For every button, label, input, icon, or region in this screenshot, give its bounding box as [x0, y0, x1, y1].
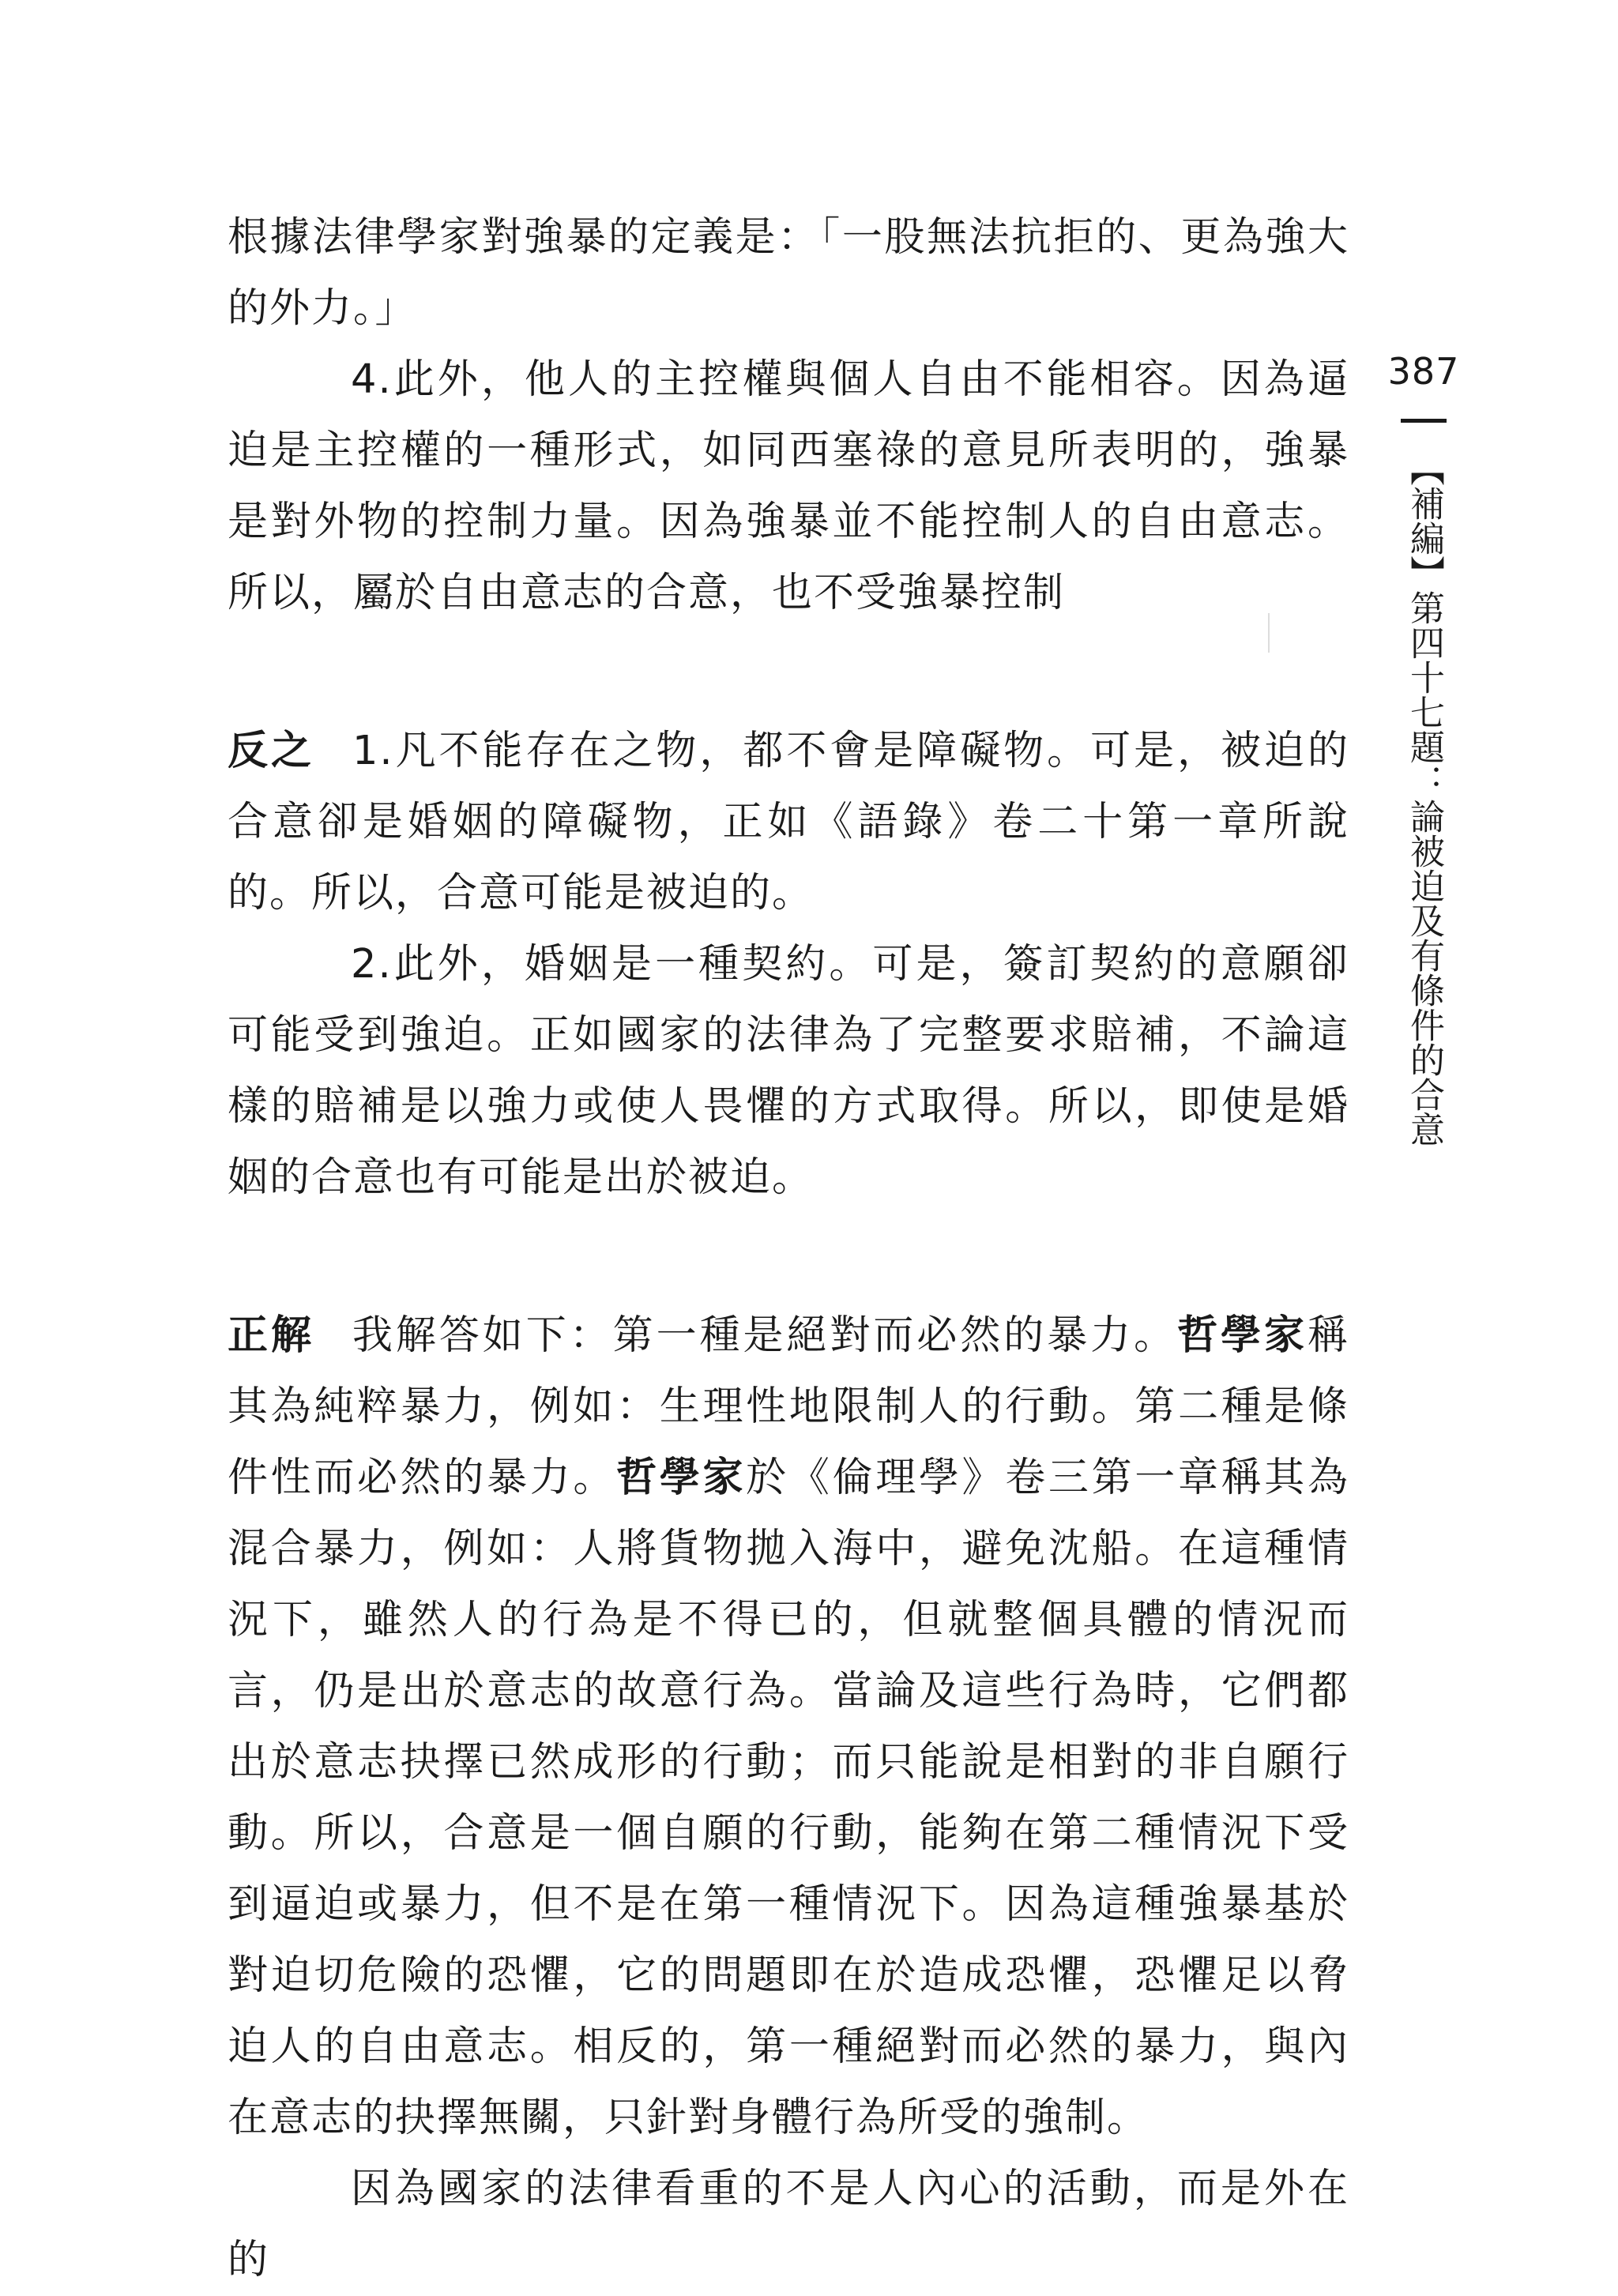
- response-bold-philosopher-1: 哲學家: [1177, 1312, 1308, 1359]
- section-label-sed-contra: 反之: [228, 728, 314, 774]
- paragraph-sed-contra-2: 2.此外，婚姻是一種契約。可是，簽訂契約的意願卻可能受到強迫。正如國家的法律為了完整要求賠補，不論這樣的賠補是以強力或使人畏懼的方式取得。所以，即使是婚姻的合意也有可能是出於被迫。: [228, 941, 1349, 1201]
- margin-header: [1384, 348, 1463, 1146]
- response-bold-philosopher-2: 哲學家: [616, 1455, 747, 1501]
- running-title: 【補編】第四十七題：論被迫及有條件的合意: [1404, 451, 1444, 1146]
- paragraph-state-law: 因為國家的法律看重的不是人內心的活動，而是外在的: [228, 2166, 1349, 2283]
- response-text-1: 我解答如下：第一種是絕對而必然的暴力。: [352, 1312, 1178, 1359]
- response-text-2: 稱其為純粹暴力，例如：生理性地限制人的行動。第二種是條件性而必然的暴力。: [228, 1312, 1349, 1501]
- page-number: 387: [1387, 350, 1460, 393]
- paragraph-definition: 根據法律學家對強暴的定義是：「一股無法抗拒的、更為強大的外力。」: [228, 214, 1349, 332]
- paragraph-response: [228, 1300, 1349, 2154]
- section-label-response: 正解: [228, 1312, 314, 1359]
- response-text-3: 於《倫理學》卷三第一章稱其為混合暴力，例如：人將貨物拋入海中，避免沈船。在這種情況下，雖然人的行為是不得已的，但就整個具體的情況而言，仍是出於意志的故意行為。當論及這些行為時，它們都出於意志抉擇已然成形的行動；而只能說是相對的非自願行動。所以，合意是一個自願的行動，能夠在第二種情況下受到逼迫或暴力，但不是在第一種情況下。因為這種強暴基於對迫切危險的恐懼，它的問題即在於造成恐懼，恐懼足以脅迫人的自由意志。相反的，第一種絕對而必然的暴力，與內在意志的抉擇無關，只針對身體行為所受的強制。: [228, 1455, 1349, 2141]
- paragraph-sed-contra-1: [228, 716, 1349, 929]
- paragraph-objection-4: 4.此外，他人的主控權與個人自由不能相容。因為逼迫是主控權的一種形式，如同西塞祿的意見所表明的，強暴是對外物的控制力量。因為強暴並不能控制人的自由意志。所以，屬於自由意志的合意，也不受強暴控制: [228, 356, 1349, 616]
- header-rule: [1401, 419, 1447, 423]
- main-text: [228, 202, 1349, 2296]
- scan-mark: [1268, 613, 1270, 653]
- paragraph-sed-contra-1-text: 1.凡不能存在之物，都不會是障礙物。可是，被迫的合意卻是婚姻的障礙物，正如《語錄》卷二十第一章所說的。所以，合意可能是被迫的。: [228, 728, 1349, 917]
